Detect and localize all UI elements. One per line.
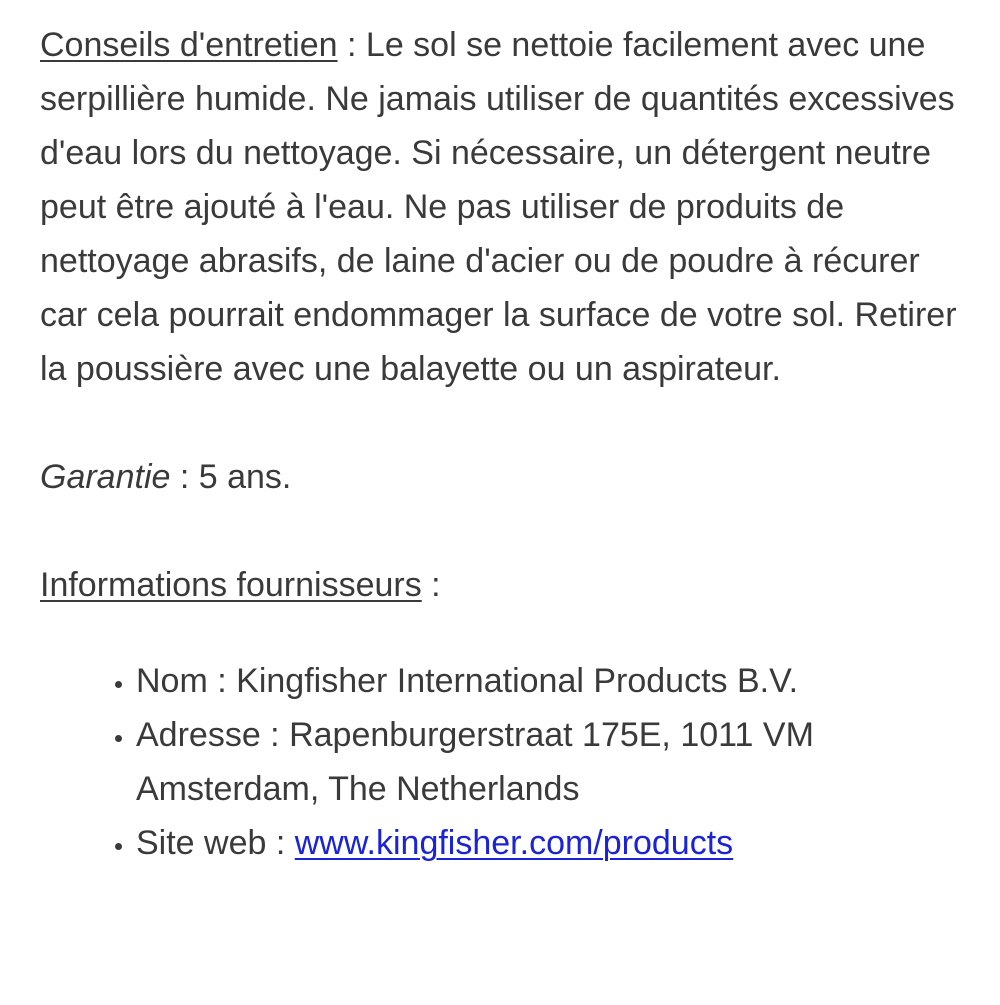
supplier-heading-suffix: : (421, 566, 441, 604)
warranty-value: 5 ans. (198, 458, 292, 496)
supplier-website-link[interactable]: www.kingfisher.com/products (294, 824, 734, 862)
supplier-heading: Informations fournisseurs (40, 566, 422, 604)
care-instructions-paragraph (40, 18, 970, 396)
care-instructions-text: Le sol se nettoie facilement avec une serpillière humide. Ne jamais utiliser de quantités excessives d'eau lors du nettoyage. Si nécessaire, un détergent neutre peut être ajouté à l'eau. Ne pas utiliser de produits de nettoyage abrasifs, de laine d'acier ou de poudre à récurer car cela pourrait endommager la surface de votre sol. Retirer la poussière avec une balayette ou un aspirateur. (40, 26, 957, 388)
care-instructions-label: Conseils d'entretien (40, 26, 338, 64)
supplier-website-separator: : (266, 824, 295, 862)
supplier-website-label: Site web (136, 824, 267, 862)
supplier-name-value: Kingfisher International Products B.V. (236, 662, 799, 700)
supplier-item-name (136, 654, 970, 708)
supplier-list (40, 654, 970, 870)
supplier-heading-paragraph (40, 558, 970, 612)
supplier-address-label: Adresse (136, 716, 261, 754)
supplier-name-separator: : (207, 662, 237, 700)
product-info-document (40, 18, 970, 870)
supplier-address-separator: : (260, 716, 290, 754)
supplier-item-address (136, 708, 970, 816)
warranty-paragraph (40, 450, 970, 504)
supplier-name-label: Nom (136, 662, 208, 700)
warranty-separator: : (170, 458, 199, 496)
supplier-item-website (136, 816, 970, 870)
care-separator: : (337, 26, 366, 64)
warranty-label: Garantie (40, 458, 171, 496)
supplier-address-value: Rapenburgerstraat 175E, 1011 VM Amsterdam, The Netherlands (136, 716, 814, 808)
